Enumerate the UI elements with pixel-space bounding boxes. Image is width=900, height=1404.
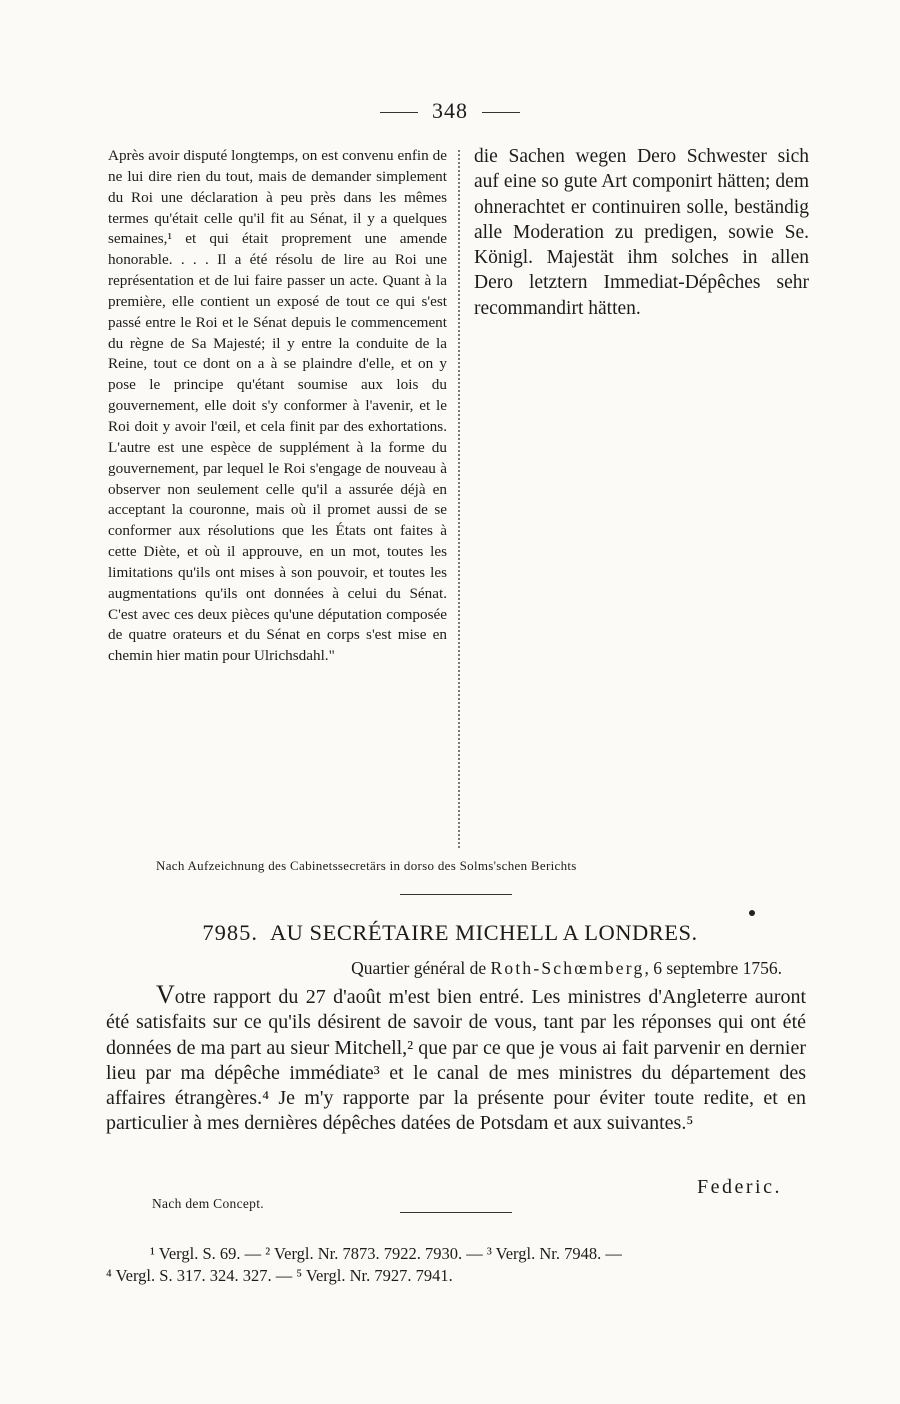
- footnote-line-1: ¹ Vergl. S. 69. — ² Vergl. Nr. 7873. 7922. 7930. — ³ Vergl. Nr. 7948. —: [150, 1244, 622, 1263]
- dateline-prefix: Quartier général de: [351, 958, 491, 978]
- dateline: [351, 958, 782, 979]
- right-dash: [482, 112, 520, 113]
- left-dash: [380, 112, 418, 113]
- ink-dot: [749, 910, 755, 916]
- right-column: [474, 144, 809, 321]
- separator-rule: [400, 894, 512, 895]
- right-column-text: die Sachen wegen Dero Schwester sich auf eine so gute Art componirt hätten; dem ohnerachtet er continuiren solle, beständig alle Moderation zu predigen, sowie Se. Königl. Majestät ihm solches in allen Dero letztern Immediat-Dépêches sehr recommandirt hätten.: [474, 146, 809, 319]
- footnote-line-2: ⁴ Vergl. S. 317. 324. 327. — ⁵ Vergl. Nr. 7927. 7941.: [106, 1265, 453, 1285]
- source-note-cabinet: Nach Aufzeichnung des Cabinetssecretärs in dorso des Solms'schen Berichts: [156, 858, 577, 873]
- column-divider: [458, 150, 460, 848]
- source-note-concept: Nach dem Concept.: [152, 1196, 264, 1211]
- page-number-row: [0, 98, 900, 124]
- letter-paragraph: [106, 980, 806, 1137]
- letter-text: otre rapport du 27 d'août m'est bien entré. Les ministres d'Angleterre auront été satisfaits sur ce qu'ils désirent de savoir de vous, tant par les réponses qui ont été données de ma part au sieur Mitchell,² que par ce que je vous ai fait parvenir en dernier lieu par ma dépêche immédiate³ et le canal de mes ministres du département des affaires étrangères.⁴ Je m'y rapporte par la présente pour éviter toute redite, et en particulier à mes dernières dépêches datées de Potsdam et aux suivantes.⁵: [106, 986, 806, 1135]
- initial-letter: V: [156, 980, 175, 1009]
- letter-body: [106, 980, 806, 1137]
- left-column: [108, 146, 447, 667]
- document-title: AU SECRÉTAIRE MICHELL A LONDRES.: [269, 920, 698, 945]
- document-heading: [0, 920, 900, 946]
- footnote-rule: [400, 1212, 512, 1213]
- left-column-text: Après avoir disputé longtemps, on est convenu enfin de ne lui dire rien du tout, mais de demander simplement du Roi une déclaration à peu près dans les mêmes termes qu'était celle qu'il fit au Sénat, il y a quelques semaines,¹ et qui était proprement une amende honorable. . . . Il a été résolu de lire au Roi une représentation et de lui faire passer un acte. Quant à la première, elle contient un exposé de tout ce qui s'est passé entre le Roi et le Sénat depuis le commencement du règne de Sa Majesté; il y entre la conduite de la Reine, tout ce dont on a à se plaindre d'elle, et on y pose le principe qu'étant soumise aux lois du gouvernement, elle doit s'y conformer à l'avenir, et le Roi doit y avoir l'œil, et cela finit par des exhortations. L'autre est une espèce de supplément à la forme du gouvernement, par lequel le Roi s'engage de nouveau à observer non seulement celle qu'il a assurée déjà en acceptant la couronne, mais où il promet aussi de se conformer aux résolutions que les États ont faites à cette Diète, et où il approuve, en un mot, toutes les limitations qu'ils ont mises à son pouvoir, et toutes les augmentations qu'ils ont données à celui du Sénat. C'est avec ces deux pièces qu'une députation composée de quatre orateurs et du Sénat en corps s'est mise en chemin hier matin pour Ulrichsdahl.": [108, 147, 447, 665]
- dateline-date: , 6 septembre 1756.: [644, 958, 782, 978]
- footnotes: [106, 1243, 808, 1286]
- page-number: 348: [432, 98, 468, 123]
- signature: Federic.: [697, 1176, 782, 1198]
- document-number: 7985.: [202, 920, 258, 945]
- dateline-place: Roth-Schœmberg: [490, 958, 645, 978]
